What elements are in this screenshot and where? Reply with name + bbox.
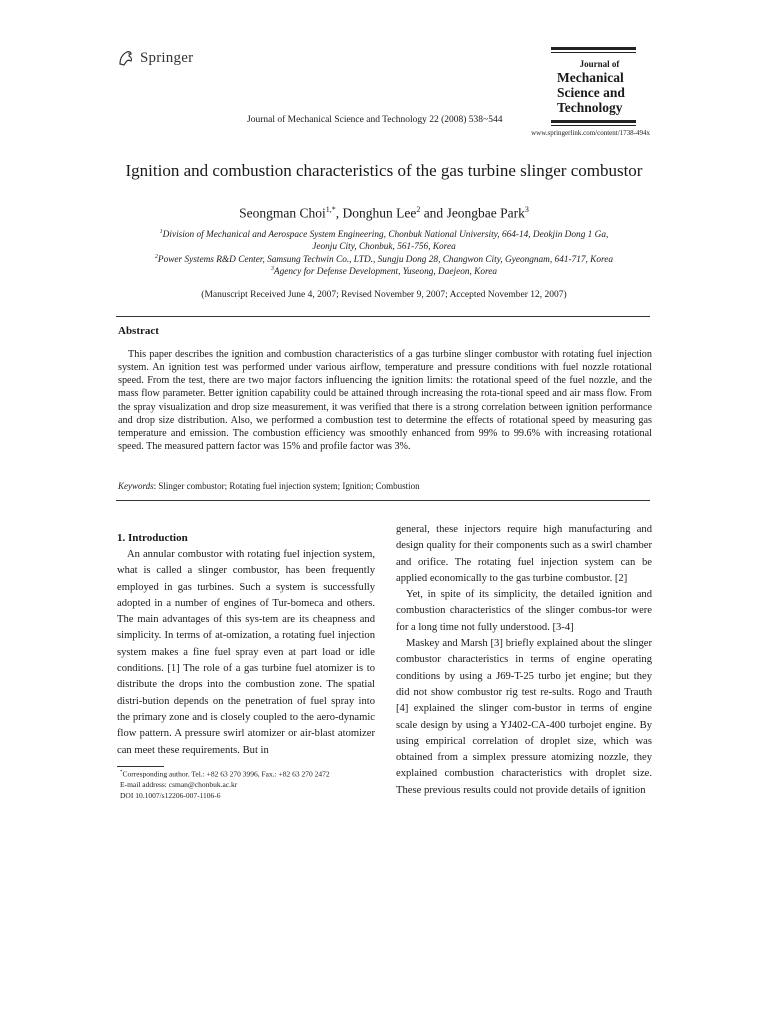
footnote-contact: Corresponding author. Tel.: +82 63 270 3996, Fax.: +82 63 270 2472	[122, 769, 330, 779]
author-separator: and	[420, 205, 447, 221]
author-name: Jeongbae Park	[446, 205, 525, 221]
journal-masthead	[551, 47, 636, 115]
abstract-text: This paper describes the ignition and combustion characteristics of a gas turbine slinger combustor with rotating fuel injection system. An ignition test was performed under various airflow, temperature and pressure conditions with fuel nozzle rotational speed. From the test, there are two major factors influencing the ignition limits: the rotational speed of the fuel nozzle, and the mass flow parameter. Better ignition capability could be attained through increasing the rota-tional speed and air mass flow. From the spray visualization and drop size measurement, it was verified that there is a strong correlation between ignition performance and drop size distribution. Also, we performed a combustion test to determine the effects of rotational speed by measuring gas temperature and emission. The combustion efficiency was smoothly enhanced from 99% to 99.6% with increasing rotational speed. The measured pattern factor was 15% and profile factor was 3%.	[118, 349, 652, 453]
affil-mark: 1	[159, 229, 163, 235]
affil-text: Power Systems R&D Center, Samsung Techwin Co., LTD., Sungju Dong 28, Changwon City, Gyeongnam, 641-717, Korea	[157, 255, 614, 266]
author-affil-mark: 2	[416, 205, 421, 214]
abstract-heading: Abstract	[118, 325, 159, 337]
author-separator: ,	[335, 205, 343, 221]
left-column	[117, 547, 375, 759]
keywords-label: Keywords	[118, 481, 154, 491]
divider	[116, 316, 650, 317]
article-title: Ignition and combustion characteristics of the gas turbine slinger combustor	[125, 161, 643, 180]
affil-text: Jeonju City, Chonbuk, 561-756, Korea	[312, 242, 456, 253]
affil-text: Agency for Defense Development, Yuseong, Daejeon, Korea	[273, 267, 498, 278]
masthead-rule	[551, 125, 636, 126]
body-paragraph: general, these injectors require high manufacturing and design quality for their components such as a swirl chamber and orifice. The rotating fuel injection system can be applied economically to the gas turbine combustor. [2]	[396, 524, 652, 584]
masthead-rule	[551, 52, 636, 53]
manuscript-dates: (Manuscript Received June 4, 2007; Revised November 9, 2007; Accepted November 12, 2007)	[201, 290, 567, 300]
affil-mark: 2	[154, 254, 158, 260]
affiliation-1	[116, 226, 652, 253]
masthead-rule	[551, 47, 636, 50]
journal-url[interactable]: www.springerlink.com/content/1738-494x	[531, 129, 650, 137]
keywords-text: : Slinger combustor; Rotating fuel injection system; Ignition; Combustion	[153, 481, 420, 491]
author-list	[116, 205, 652, 222]
author-name: Donghun Lee	[342, 205, 417, 221]
body-paragraph: An annular combustor with rotating fuel injection system, what is called a slinger combustor, has been frequently employed in gas turbines. Such a system is successfully adopted in a number of engines of Tur-bomeca and others. The main advantages of this sys-tem are its cheapness and simplicity. In terms of at-omization, a rotating fuel injection system makes a fine fuel spray even at part load or idle conditions. [1] The role of a gas turbine fuel atomizer is to distribute the drops into the combustion zone. The spatial distri-bution depends on the penetration of fuel spray into the primary zone and is closely coupled to the aero-dynamic flow pattern. A pressure swirl atomizer or air-blast atomizer can meet these requirements. But in	[117, 549, 375, 756]
journal-of-label: Journal of	[579, 59, 620, 69]
footnote-rule	[117, 766, 164, 767]
masthead-rule	[551, 120, 636, 123]
affil-mark: 3	[270, 266, 274, 272]
footnote-mark: *	[120, 770, 123, 775]
publisher-name: Springer	[140, 49, 194, 66]
author-name: Seongman Choi	[239, 205, 326, 221]
springer-horse-icon	[116, 48, 136, 68]
footnote-doi: DOI 10.1007/s12206-007-1106-6	[120, 790, 221, 800]
journal-citation: Journal of Mechanical Science and Technology 22 (2008) 538~544	[247, 115, 503, 125]
body-paragraph: Maskey and Marsh [3] briefly explained about the slinger combustor characteristics in terms of engine operating conditions by using a J69-T-25 turbo jet engine; but they did not show combustor rig test re-sults. Rogo and Trauth [4] explained the slinger com-bustor in terms of engine scale design by using a YJ402-CA-400 turbojet engine. By using empirical correlation of droplet size, which was obtained from a simplex pressure atomizing nozzle, they explained combustion characteristics with droplet size. These previous results could not provide details of ignition	[396, 638, 652, 796]
author-affil-mark: 1,*	[325, 205, 336, 214]
springer-logo	[116, 48, 193, 68]
footnote-email: E-mail address: csman@chonbuk.ac.kr	[120, 780, 238, 789]
journal-title: Mechanical Science and Technology	[557, 70, 625, 115]
keywords	[118, 481, 420, 491]
section-heading: 1. Introduction	[117, 532, 188, 544]
right-column	[396, 522, 652, 799]
affiliation-3	[116, 263, 652, 278]
body-paragraph: Yet, in spite of its simplicity, the detailed ignition and combustion characteristics of the slinger combus-tor were for a long time not fully understood. [3-4]	[396, 589, 652, 633]
affil-text: Division of Mechanical and Aerospace System Engineering, Chonbuk National University, 664-14, Deokjin Dong 1 Ga,	[162, 230, 609, 241]
footnote	[120, 768, 330, 801]
divider	[116, 500, 650, 501]
author-affil-mark: 3	[524, 205, 529, 214]
